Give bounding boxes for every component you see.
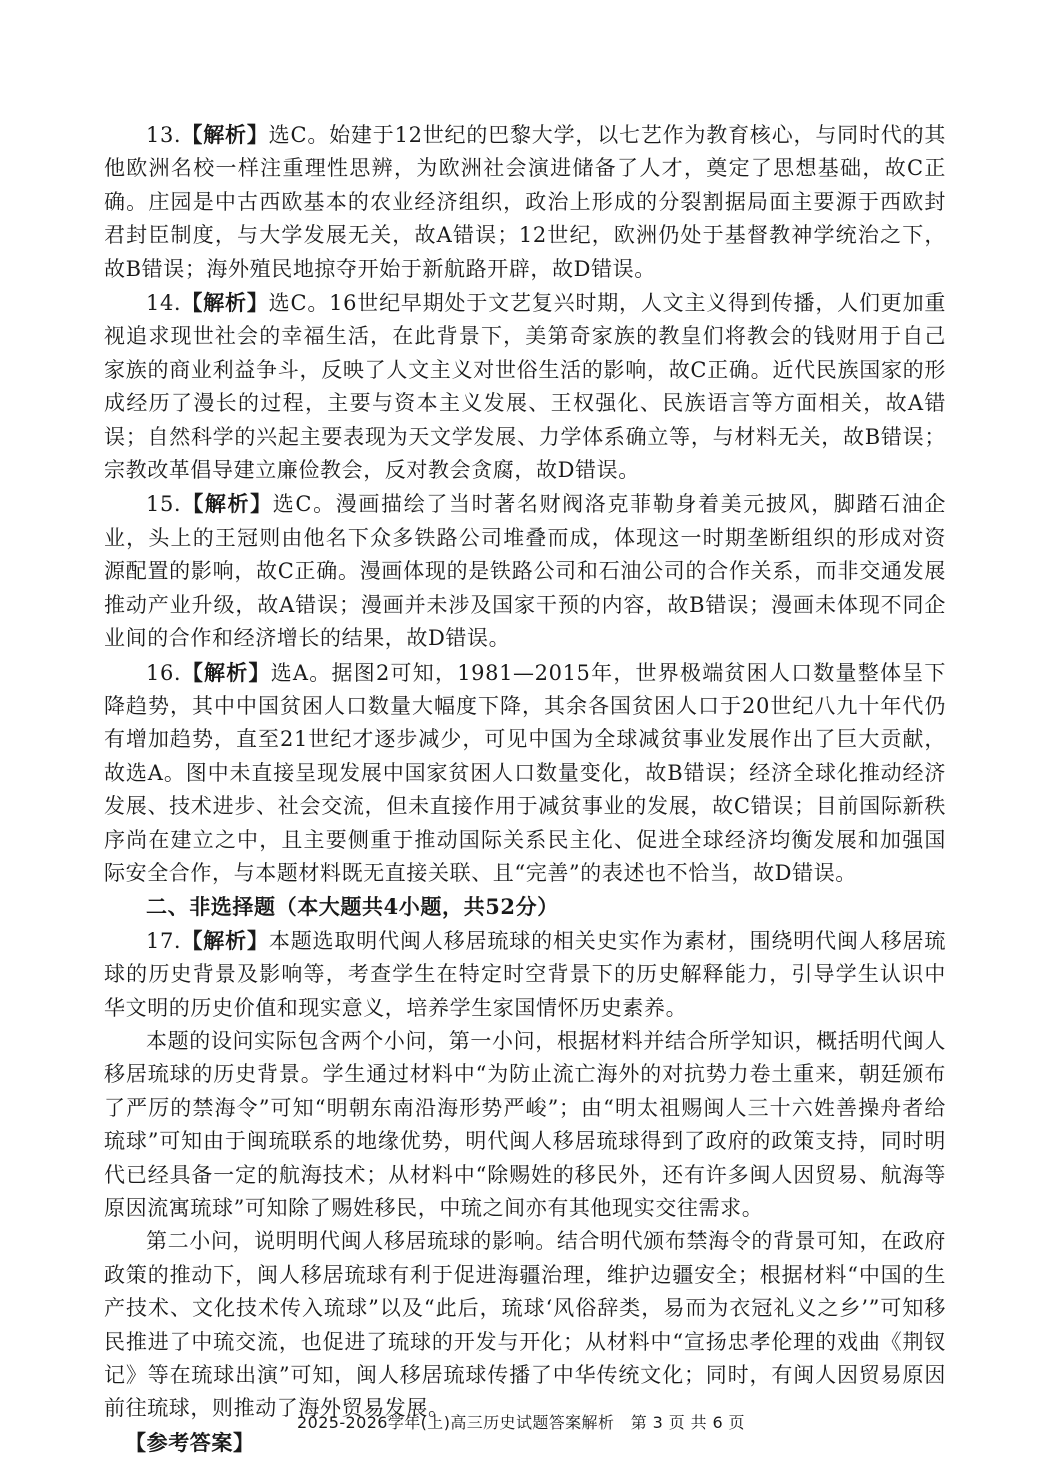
item-14-tag: 【解析】 [181, 290, 269, 316]
item-17-paragraph-2: 本题的设问实际包含两个小问，第一小问，根据材料并结合所学知识，概括明代闽人移居琉球的历史背景。学生通过材料中“为防止流亡海外的对抗势力卷土重来，朝廷颁布了严厉的禁海令”可知“明朝东南沿海形势严峻”；由“明太祖赐闽人三十六姓善操舟者给琉球”可知由于闽琉联系的地缘优势，明代闽人移居琉球得到了政府的政策支持，同时明代已经具备一定的航海技术；从材料中“除赐姓的移民外，还有许多闽人因贸易、航海等原因流寓琉球”可知除了赐姓移民，中琉之间亦有其他现实交往需求。 [104, 1028, 946, 1220]
item-16-tag: 【解析】 [181, 659, 271, 685]
item-17-intro-text: 本题选取明代闽人移居琉球的相关史实作为素材，围绕明代闽人移居琉球的历史背景及影响等，考查学生在特定时空背景下的历史解释能力，引导学生认识中华文明的历史价值和现实意义，培养学生家国情怀历史素养。 [104, 928, 946, 1020]
item-14-number: 14. [146, 291, 182, 316]
section-heading: 二、非选择题（本大题共4小题，共52分） [146, 894, 559, 920]
item-16-number: 16. [146, 660, 182, 685]
item-15-tag: 【解析】 [181, 491, 273, 517]
item-14 [104, 286, 946, 487]
item-15 [104, 487, 946, 655]
item-17-intro [104, 924, 946, 1025]
page-footer: 2025-2026学年(上)高三历史试题答案解析 第 3 页 共 6 页 [297, 1413, 745, 1432]
item-13 [104, 118, 946, 286]
item-13-tag: 【解析】 [181, 122, 269, 147]
item-16-text: 选A。据图2可知，1981—2015年，世界极端贫困人口数量整体呈下降趋势，其中中国贫困人口数量大幅度下降，其余各国贫困人口于20世纪八九十年代仍有增加趋势，直至21世纪才逐步减少，可见中国为全球减贫事业发展作出了巨大贡献，故选A。图中未直接呈现发展中国家贫困人口数量变化，故B错误；经济全球化推动经济发展、技术进步、社会交流，但未直接作用于减贫事业的发展，故C错误；目前国际新秩序尚在建立之中，且主要侧重于推动国际关系民主化、促进全球经济均衡发展和加强国际安全合作，与本题材料既无直接关联、且“完善”的表述也不恰当，故D错误。 [104, 660, 946, 885]
item-17-tag: 【解析】 [181, 927, 269, 953]
item-13-text: 选C。始建于12世纪的巴黎大学，以七艺作为教育核心，与同时代的其他欧洲名校一样注重理性思辨，为欧洲社会演进储备了人才，奠定了思想基础，故C正确。庄园是中古西欧基本的农业经济组织，政治上形成的分裂割据局面主要源于西欧封君封臣制度，与大学发展无关，故A错误；12世纪，欧洲仍处于基督教神学统治之下，故B错误；海外殖民地掠夺开始于新航路开辟，故D错误。 [104, 123, 946, 281]
item-13-number: 13. [146, 123, 182, 147]
item-14-text: 选C。16世纪早期处于文艺复兴时期，人文主义得到传播，人们更加重视追求现世社会的幸福生活，在此背景下，美第奇家族的教皇们将教会的钱财用于自己家族的商业利益争斗，反映了人文主义对世俗生活的影响，故C正确。近代民族国家的形成经历了漫长的过程，主要与资本主义发展、王权强化、民族语言等方面相关，故A错误；自然科学的兴起主要表现为天文学发展、力学体系确立等，与材料无关，故B错误；宗教改革倡导建立廉俭教会，反对教会贪腐，故D错误。 [104, 291, 946, 483]
item-16 [104, 656, 946, 891]
item-15-text: 选C。漫画描绘了当时著名财阀洛克菲勒身着美元披风，脚踏石油企业，头上的王冠则由他名下众多铁路公司堆叠而成，体现这一时期垄断组织的形成对资源配置的影响，故C正确。漫画体现的是铁路公司和石油公司的合作关系，而非交通发展推动产业升级，故A错误；漫画并未涉及国家干预的内容，故B错误；漫画未体现不同企业间的合作和经济增长的结果，故D错误。 [104, 492, 946, 651]
item-17-paragraph-3: 第二小问，说明明代闽人移居琉球的影响。结合明代颁布禁海令的背景可知，在政府政策的推动下，闽人移居琉球有利于促进海疆治理，维护边疆安全；根据材料“中国的生产技术、文化技术传入琉球”以及“此后，琉球‘风俗辞类，易而为衣冠礼义之乡’”可知移民推进了中琉交流，也促进了琉球的开发与开化；从材料中“宣扬忠孝伦理的戏曲《荆钗记》等在琉球出演”可知，闽人移居琉球传播了中华传统文化；同时，有闽人因贸易原因前往琉球，则推动了海外贸易发展。 [104, 1229, 946, 1421]
reference-answer-heading: 【参考答案】 [125, 1429, 255, 1455]
item-15-number: 15. [146, 492, 182, 517]
document-body [104, 118, 946, 1459]
item-17-number: 17. [146, 928, 182, 953]
